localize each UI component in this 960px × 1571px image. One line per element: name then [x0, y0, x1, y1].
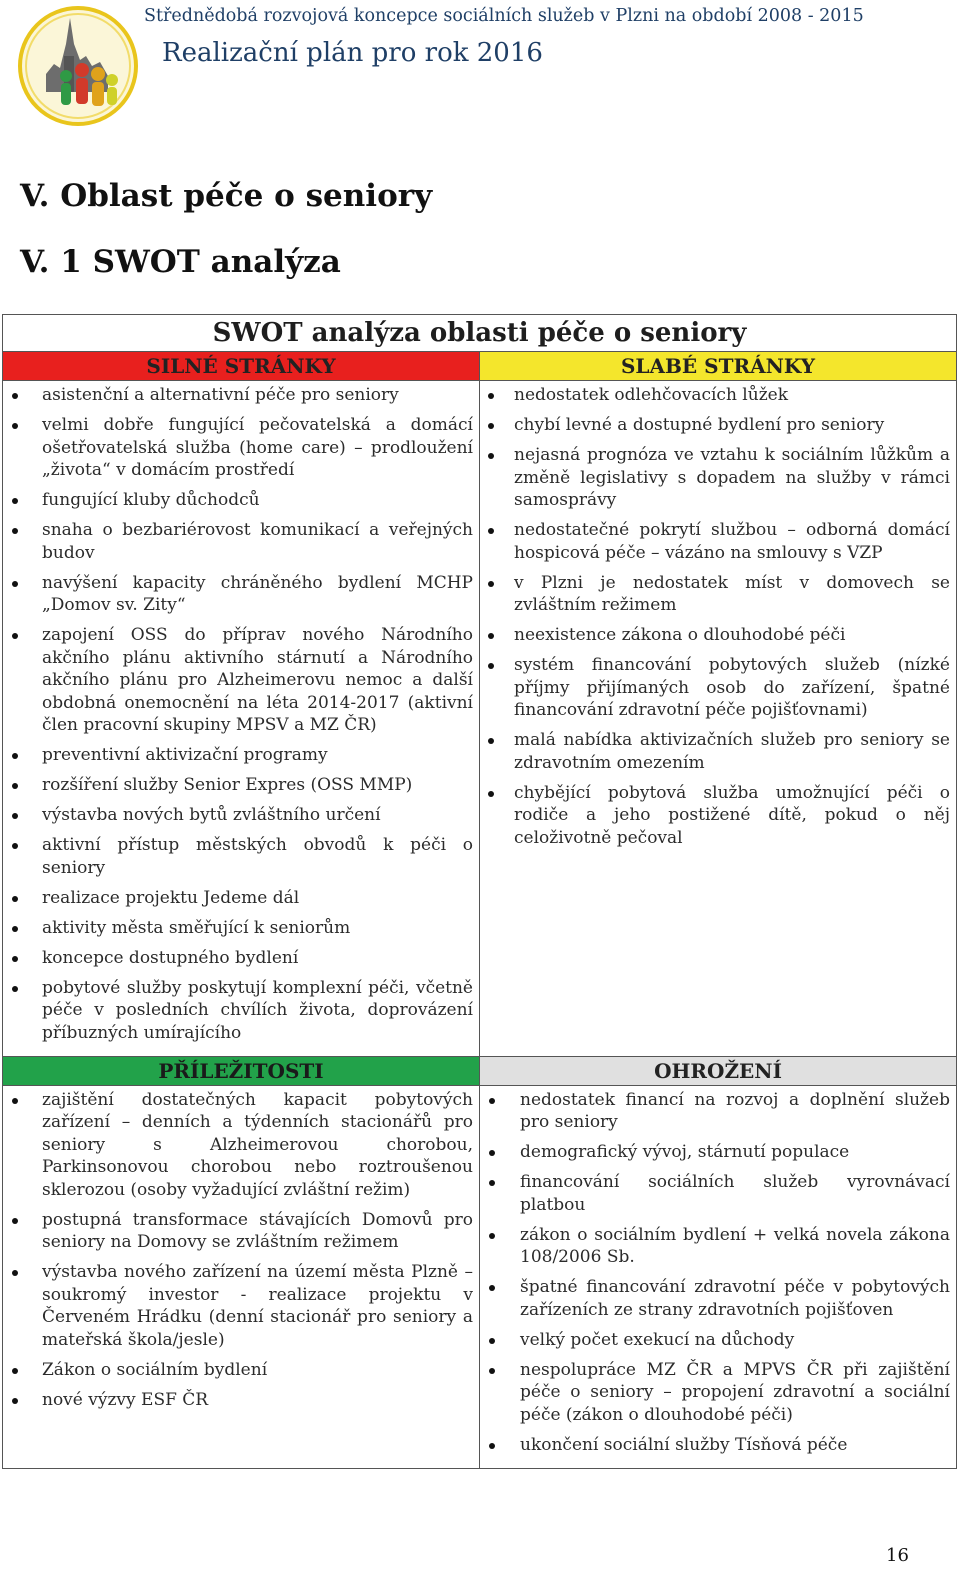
strengths-cell [3, 381, 480, 1057]
list-item: chybí levné a dostupné bydlení pro seniory [480, 414, 950, 437]
list-item: nejasná prognóza ve vztahu k sociálním lůžkům a změně legislativy s dopadem na služby v rámci samosprávy [480, 444, 950, 512]
list-item: financování sociálních služeb vyrovnávací platbou [480, 1171, 950, 1216]
swot-title-row [3, 315, 957, 352]
list-item: neexistence zákona o dlouhodobé péči [480, 624, 950, 647]
city-logo-icon [16, 4, 140, 128]
list-item: realizace projektu Jedeme dál [3, 887, 473, 910]
page-header [0, 0, 960, 135]
list-item: výstavba nových bytů zvláštního určení [3, 804, 473, 827]
opportunities-list [3, 1086, 479, 1423]
list-item: zapojení OSS do příprav nového Národního akčního plánu aktivního stárnutí a Národního akčního plánu pro Alzheimerovu nemoc a další obdobná onemocnění na léta 2014-2017 (aktivní člen pracovní skupiny MPSV a MZ ČR) [3, 624, 473, 737]
list-item: velký počet exekucí na důchody [480, 1329, 950, 1352]
list-item: malá nabídka aktivizačních služeb pro seniory se zdravotním omezením [480, 729, 950, 774]
list-item: snaha o bezbariérovost komunikací a veřejných budov [3, 519, 473, 564]
swot-table [2, 314, 957, 1469]
list-item: aktivity města směřující k seniorům [3, 917, 473, 940]
list-item: chybějící pobytová služba umožnující péči o rodiče a jeho postižené dítě, pokud o něj celoživotně pečoval [480, 782, 950, 850]
list-item: ukončení sociální služby Tísňová péče [480, 1434, 950, 1457]
list-item: pobytové služby poskytují komplexní péči, včetně péče v posledních chvílích života, doprovázení příbuzných umírajícího [3, 977, 473, 1045]
threats-list [480, 1086, 956, 1468]
chapter-heading: V. Oblast péče o seniory [20, 178, 433, 214]
list-item: asistenční a alternativní péče pro seniory [3, 384, 473, 407]
list-item: výstavba nového zařízení na území města Plzně – soukromý investor - realizace projektu v Červeném Hrádku (denní stacionář pro seniory a mateřská škola/jesle) [3, 1261, 473, 1351]
list-item: systém financování pobytových služeb (nízké příjmy přijímaných osob do zařízení, špatné financování zdravotní péče pojišťovnami) [480, 654, 950, 722]
threats-header: OHROŽENÍ [480, 1056, 957, 1085]
weaknesses-header: SLABÉ STRÁNKY [480, 352, 957, 381]
list-item: aktivní přístup městských obvodů k péči o seniory [3, 834, 473, 879]
section-heading: V. 1 SWOT analýza [20, 244, 341, 280]
document-subtitle: Realizační plán pro rok 2016 [162, 38, 543, 68]
swot-content-row-2 [3, 1085, 957, 1468]
list-item: velmi dobře fungující pečovatelská a domácí ošetřovatelská služba (home care) – prodloužení „života“ v domácím prostředí [3, 414, 473, 482]
weaknesses-cell [480, 381, 957, 1057]
swot-content-row-1 [3, 381, 957, 1057]
opportunities-cell [3, 1085, 480, 1468]
list-item: špatné financování zdravotní péče v pobytových zařízeních ze strany zdravotních pojišťoven [480, 1276, 950, 1321]
page-number: 16 [886, 1545, 909, 1566]
strengths-list [3, 381, 479, 1056]
swot-title: SWOT analýza oblasti péče o seniory [3, 315, 957, 352]
list-item: postupná transformace stávajících Domovů pro seniory na Domovy se zvláštním režimem [3, 1209, 473, 1254]
list-item: v Plzni je nedostatek míst v domovech se zvláštním režimem [480, 572, 950, 617]
list-item: demografický vývoj, stárnutí populace [480, 1141, 950, 1164]
list-item: fungující kluby důchodců [3, 489, 473, 512]
threats-cell [480, 1085, 957, 1468]
list-item: nedostatek odlehčovacích lůžek [480, 384, 950, 407]
swot-header-row-2 [3, 1056, 957, 1085]
list-item: nové výzvy ESF ČR [3, 1389, 473, 1412]
weaknesses-list [480, 381, 956, 861]
list-item: nedostatečné pokrytí službou – odborná domácí hospicová péče – vázáno na smlouvy s VZP [480, 519, 950, 564]
list-item: koncepce dostupného bydlení [3, 947, 473, 970]
list-item: navýšení kapacity chráněného bydlení MCHP „Domov sv. Zity“ [3, 572, 473, 617]
swot-header-row-1 [3, 352, 957, 381]
list-item: nespolupráce MZ ČR a MPVS ČR při zajištění péče o seniory – propojení zdravotní a sociální péče (zákon o dlouhodobé péči) [480, 1359, 950, 1427]
list-item: rozšíření služby Senior Expres (OSS MMP) [3, 774, 473, 797]
list-item: nedostatek financí na rozvoj a doplnění služeb pro seniory [480, 1089, 950, 1134]
list-item: zajištění dostatečných kapacit pobytových zařízení – denních a týdenních stacionářů pro seniory s Alzheimerovou chorobou, Parkinsonovou chorobou nebo roztroušenou sklerozou (osoby vyžadující zvláštní režim) [3, 1089, 473, 1202]
strengths-header: SILNÉ STRÁNKY [3, 352, 480, 381]
list-item: Zákon o sociálním bydlení [3, 1359, 473, 1382]
list-item: preventivní aktivizační programy [3, 744, 473, 767]
opportunities-header: PŘÍLEŽITOSTI [3, 1056, 480, 1085]
document-series-title: Střednědobá rozvojová koncepce sociálních služeb v Plzni na období 2008 - 2015 [144, 6, 864, 26]
list-item: zákon o sociálním bydlení + velká novela zákona 108/2006 Sb. [480, 1224, 950, 1269]
